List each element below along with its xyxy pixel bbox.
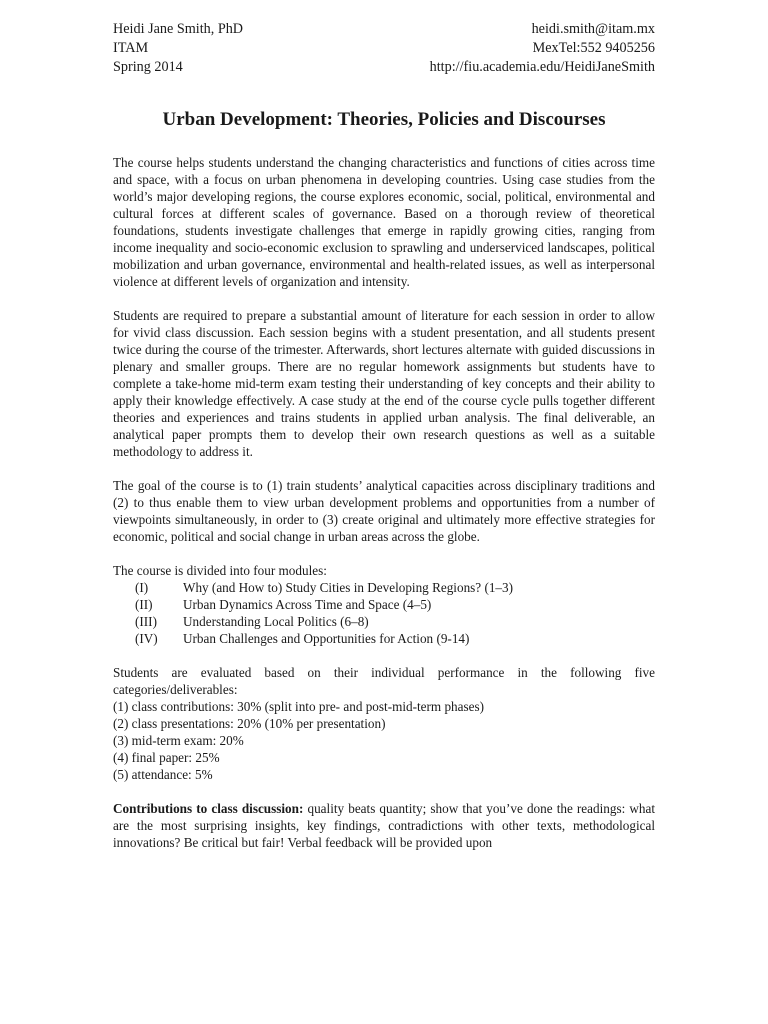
list-item <box>113 596 655 613</box>
list-item <box>113 630 655 647</box>
list-item: (2) class presentations: 20% (10% per presentation) <box>113 716 386 731</box>
paragraph-requirements: Students are required to prepare a substantial amount of literature for each session in order to allow for vivid class discussion. Each session begins with a student presentation, and all students present twice during the course of the trimester. Afterwards, short lectures alternate with guided discussions in plenary and smaller groups. There are no regular homework assignments but students have to complete a take-home mid-term exam testing their understanding of key concepts and their ability to apply their knowledge effectively. A case study at the end of the course cycle pulls together different theories and experiences and trains students in applied urban analysis. The final deliverable, an analytical paper prompts them to develop their own research questions as well as a suitable methodology to address it. <box>113 308 655 459</box>
paragraph-goals: The goal of the course is to (1) train students’ analytical capacities across disciplinary traditions and (2) to thus enable them to view urban development problems and opportunities from a number of viewpoints simultaneously, in order to (3) create original and ultimately more effective strategies for economic, political and social change in urban areas across the globe. <box>113 478 655 544</box>
modules-list <box>113 579 655 647</box>
contributions-text: quality beats quantity; show that you’ve done the readings: what are the most surprising insights, key findings, contradictions with other texts, methodological innovations? Be critical but fair! Verbal feedback will be provided upon <box>113 801 655 850</box>
term: Spring 2014 <box>113 59 183 75</box>
module-number: (IV) <box>135 631 158 646</box>
list-item: (3) mid-term exam: 20% <box>113 733 244 748</box>
module-title: Understanding Local Politics (6–8) <box>183 614 369 629</box>
module-title: Urban Dynamics Across Time and Space (4–5) <box>183 597 432 612</box>
document-title: Urban Development: Theories, Policies and Discourses <box>162 109 606 130</box>
evaluation-intro: Students are evaluated based on their individual performance in the following five categories/deliverables: <box>113 665 655 697</box>
module-title: Why (and How to) Study Cities in Developing Regions? (1–3) <box>183 580 514 595</box>
website-link: http://fiu.academia.edu/HeidiJaneSmith <box>429 59 655 75</box>
phone: MexTel:552 9405256 <box>532 40 655 56</box>
list-item <box>113 579 655 596</box>
document-body <box>113 154 655 851</box>
email: heidi.smith@itam.mx <box>531 21 655 37</box>
contact-block <box>430 20 655 77</box>
module-title: Urban Challenges and Opportunities for Action (9-14) <box>183 631 470 646</box>
evaluation-list <box>113 698 655 783</box>
list-item: (1) class contributions: 30% (split into pre- and post-mid-term phases) <box>113 699 485 714</box>
module-number: (III) <box>135 614 157 629</box>
paragraph-contributions <box>113 800 655 851</box>
contributions-heading: Contributions to class discussion: <box>113 801 304 816</box>
author-block <box>113 20 243 77</box>
modules-intro: The course is divided into four modules: <box>113 563 327 578</box>
paragraph-description: The course helps students understand the changing characteristics and functions of cities across time and space, with a focus on urban phenomena in developing countries. Using case studies from the world’s major developing regions, the course explores economic, social, political, environmental and cultural forces at different scales of governance. Based on a thorough review of theoretical foundations, students investigate challenges that emerge in rapidly growing cities, ranging from income inequality and socio-economic exclusion to sprawling and underserviced landscapes, political mobilization and urban governance, environmental and health-related issues, as well as interpersonal violence at different levels of organization and intensity. <box>113 155 655 289</box>
list-item: (5) attendance: 5% <box>113 767 213 782</box>
module-number: (I) <box>135 580 149 595</box>
list-item <box>113 613 655 630</box>
list-item: (4) final paper: 25% <box>113 750 220 765</box>
author-name: Heidi Jane Smith, PhD <box>113 21 244 37</box>
institution: ITAM <box>113 40 149 56</box>
document-header <box>113 20 655 77</box>
module-number: (II) <box>135 597 153 612</box>
